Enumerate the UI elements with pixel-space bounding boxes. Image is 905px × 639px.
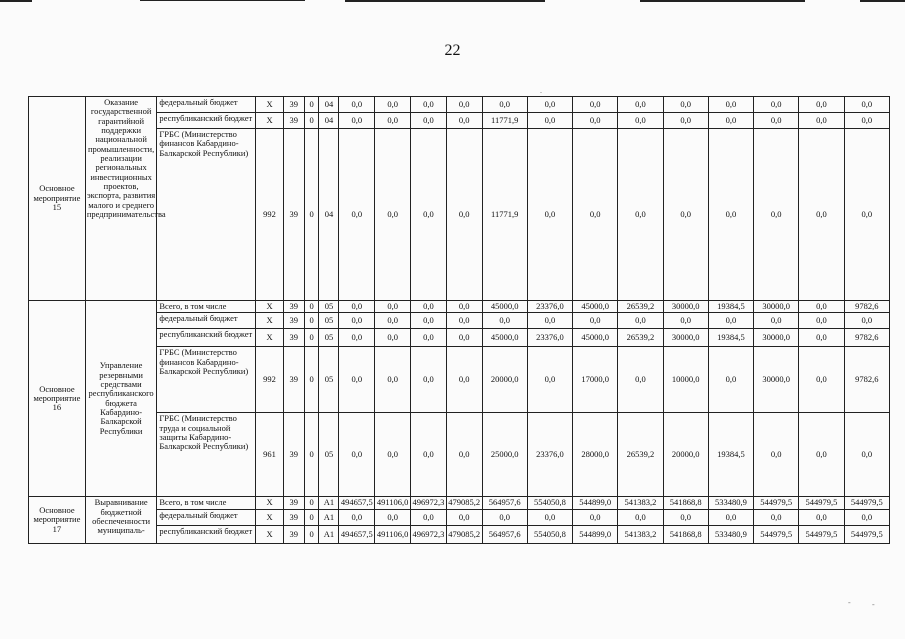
value-cell: 0,0 — [446, 97, 482, 113]
value-cell: 0,0 — [754, 413, 799, 497]
value-cell: 494657,5 — [339, 525, 375, 543]
funding-source-cell: Всего, в том числе — [157, 497, 256, 509]
value-cell: 544979,5 — [754, 525, 799, 543]
value-cell: 564957,6 — [482, 497, 527, 509]
value-cell: 30000,0 — [663, 329, 708, 347]
table-row — [29, 413, 890, 497]
value-cell: 19384,5 — [708, 413, 753, 497]
value-cell: 0,0 — [754, 113, 799, 129]
value-cell: 0,0 — [375, 301, 411, 313]
value-cell: 0,0 — [754, 129, 799, 301]
value-cell: 0,0 — [754, 97, 799, 113]
value-cell: 39 — [283, 113, 304, 129]
scan-mark: . — [540, 86, 542, 95]
funding-source-cell: ГРБС (Министерство финансов Кабардино-Балкарской Республики) — [157, 129, 256, 301]
value-cell: 0,0 — [375, 347, 411, 413]
funding-source-cell: ГРБС (Министерство финансов Кабардино-Балкарской Республики) — [157, 347, 256, 413]
value-cell: 0,0 — [799, 509, 844, 525]
value-cell: 496972,3 — [411, 525, 447, 543]
value-cell: 0,0 — [446, 113, 482, 129]
value-cell: 0 — [304, 329, 319, 347]
value-cell: 39 — [283, 497, 304, 509]
value-cell: 0,0 — [618, 113, 663, 129]
top-rule — [140, 0, 305, 1]
value-cell: 0 — [304, 301, 319, 313]
value-cell: 0,0 — [799, 413, 844, 497]
value-cell: 0,0 — [527, 113, 572, 129]
value-cell: 0,0 — [446, 129, 482, 301]
value-cell: 30000,0 — [663, 301, 708, 313]
value-cell: A1 — [319, 525, 339, 543]
event-name-cell: Выравнивание бюджетной обеспеченности муниципаль- — [85, 497, 157, 543]
value-cell: 0,0 — [799, 329, 844, 347]
value-cell: 26539,2 — [618, 413, 663, 497]
value-cell: 05 — [319, 313, 339, 329]
value-cell: 0,0 — [708, 347, 753, 413]
value-cell: 544899,0 — [573, 525, 618, 543]
value-cell: 0,0 — [375, 509, 411, 525]
value-cell: 45000,0 — [573, 329, 618, 347]
value-cell: 0 — [304, 129, 319, 301]
value-cell: X — [256, 113, 283, 129]
value-cell: 0,0 — [527, 129, 572, 301]
value-cell: 0,0 — [339, 97, 375, 113]
table-row — [29, 347, 890, 413]
value-cell: 0,0 — [339, 129, 375, 301]
value-cell: 544979,5 — [844, 525, 889, 543]
table-row — [29, 329, 890, 347]
value-cell: 0,0 — [799, 313, 844, 329]
value-cell: 0,0 — [339, 313, 375, 329]
value-cell: X — [256, 301, 283, 313]
scan-mark: - — [872, 600, 875, 609]
value-cell: 0,0 — [411, 329, 447, 347]
funding-source-cell: федеральный бюджет — [157, 97, 256, 113]
funding-source-cell: республиканский бюджет — [157, 329, 256, 347]
value-cell: 0,0 — [482, 313, 527, 329]
value-cell: 23376,0 — [527, 413, 572, 497]
value-cell: 0,0 — [446, 509, 482, 525]
event-cell: Основное мероприятие 17 — [29, 497, 86, 543]
value-cell: X — [256, 97, 283, 113]
value-cell: X — [256, 329, 283, 347]
value-cell: X — [256, 497, 283, 509]
value-cell: 0,0 — [663, 113, 708, 129]
value-cell: 0,0 — [375, 313, 411, 329]
value-cell: 544899,0 — [573, 497, 618, 509]
value-cell: 0,0 — [618, 509, 663, 525]
value-cell: 0,0 — [573, 113, 618, 129]
value-cell: 0,0 — [375, 129, 411, 301]
value-cell: X — [256, 313, 283, 329]
value-cell: 25000,0 — [482, 413, 527, 497]
value-cell: 0,0 — [844, 413, 889, 497]
funding-source-cell: федеральный бюджет — [157, 313, 256, 329]
value-cell: 9782,6 — [844, 301, 889, 313]
value-cell: 26539,2 — [618, 329, 663, 347]
value-cell: 20000,0 — [663, 413, 708, 497]
value-cell: 0,0 — [844, 97, 889, 113]
value-cell: 26539,2 — [618, 301, 663, 313]
value-cell: 0,0 — [446, 301, 482, 313]
value-cell: 39 — [283, 97, 304, 113]
value-cell: 0,0 — [618, 313, 663, 329]
value-cell: 0,0 — [754, 313, 799, 329]
value-cell: 544979,5 — [799, 525, 844, 543]
value-cell: 0,0 — [482, 97, 527, 113]
value-cell: 0,0 — [663, 129, 708, 301]
value-cell: 28000,0 — [573, 413, 618, 497]
value-cell: 11771,9 — [482, 113, 527, 129]
value-cell: 0 — [304, 97, 319, 113]
value-cell: 30000,0 — [754, 329, 799, 347]
value-cell: 0,0 — [339, 413, 375, 497]
value-cell: 0 — [304, 525, 319, 543]
table-row — [29, 113, 890, 129]
table-row — [29, 313, 890, 329]
value-cell: 39 — [283, 329, 304, 347]
value-cell: 04 — [319, 129, 339, 301]
value-cell: 10000,0 — [663, 347, 708, 413]
value-cell: 39 — [283, 347, 304, 413]
value-cell: 45000,0 — [573, 301, 618, 313]
event-name-cell: Оказание государственной гарантийной поддержки национальной промышленности, реализации региональных инвестиционных проектов, экспорта, развития малого и среднего предпринимательства — [85, 97, 157, 301]
value-cell: 0,0 — [799, 301, 844, 313]
value-cell: 20000,0 — [482, 347, 527, 413]
page-number: 22 — [444, 42, 461, 59]
value-cell: 0,0 — [844, 313, 889, 329]
table-row — [29, 525, 890, 543]
value-cell: 0 — [304, 497, 319, 509]
value-cell: 544979,5 — [754, 497, 799, 509]
value-cell: 0,0 — [411, 97, 447, 113]
value-cell: 23376,0 — [527, 301, 572, 313]
value-cell: 0,0 — [754, 509, 799, 525]
table-row — [29, 509, 890, 525]
value-cell: 39 — [283, 509, 304, 525]
value-cell: 0,0 — [446, 347, 482, 413]
value-cell: 564957,6 — [482, 525, 527, 543]
value-cell: 19384,5 — [708, 301, 753, 313]
value-cell: 0,0 — [339, 301, 375, 313]
value-cell: 0,0 — [618, 347, 663, 413]
value-cell: 0,0 — [799, 129, 844, 301]
table-row — [29, 301, 890, 313]
value-cell: 0,0 — [527, 97, 572, 113]
budget-table — [28, 96, 890, 544]
value-cell: 39 — [283, 301, 304, 313]
value-cell: 541868,8 — [663, 497, 708, 509]
value-cell: 0,0 — [411, 129, 447, 301]
value-cell: 494657,5 — [340, 497, 373, 508]
value-cell: 0,0 — [799, 97, 844, 113]
value-cell: 05 — [319, 301, 339, 313]
value-cell: 0,0 — [618, 97, 663, 113]
value-cell: 0,0 — [375, 329, 411, 347]
funding-source-cell: ГРБС (Министерство труда и социальной защиты Кабардино-Балкарской Республики) — [157, 413, 256, 497]
event-name-cell: Управление резервными средствами республиканского бюджета Кабардино-Балкарской Республики — [85, 301, 157, 497]
value-cell: 0,0 — [708, 313, 753, 329]
value-cell: 04 — [319, 113, 339, 129]
value-cell: 0,0 — [339, 113, 375, 129]
value-cell: 0 — [304, 313, 319, 329]
value-cell: 0,0 — [799, 113, 844, 129]
value-cell: 30000,0 — [754, 301, 799, 313]
value-cell: 0,0 — [663, 509, 708, 525]
top-rule — [0, 0, 32, 2]
value-cell: 0,0 — [663, 97, 708, 113]
value-cell: 9782,6 — [844, 347, 889, 413]
value-cell: 0,0 — [527, 313, 572, 329]
value-cell: 544979,5 — [844, 497, 889, 509]
value-cell: 0,0 — [375, 97, 411, 113]
value-cell: 0 — [304, 347, 319, 413]
value-cell: 23376,0 — [527, 329, 572, 347]
value-cell: 11771,9 — [482, 129, 527, 301]
value-cell: 0,0 — [844, 113, 889, 129]
value-cell: 544979,5 — [799, 497, 844, 509]
value-cell: 0,0 — [844, 129, 889, 301]
scan-mark: - — [848, 598, 851, 607]
value-cell: 541383,2 — [618, 497, 663, 509]
value-cell: 496972,3 — [412, 497, 445, 508]
value-cell: 0,0 — [339, 509, 375, 525]
funding-source-cell: республиканский бюджет — [157, 525, 256, 543]
value-cell: 9782,6 — [844, 329, 889, 347]
value-cell: 0,0 — [844, 509, 889, 525]
value-cell: 0,0 — [411, 301, 447, 313]
value-cell: 0,0 — [339, 347, 375, 413]
value-cell: 0,0 — [799, 347, 844, 413]
value-cell: 0,0 — [482, 509, 527, 525]
value-cell: 05 — [319, 329, 339, 347]
value-cell: 0,0 — [708, 129, 753, 301]
funding-source-cell: республиканский бюджет — [157, 113, 256, 129]
value-cell: 0,0 — [446, 313, 482, 329]
value-cell: 30000,0 — [754, 347, 799, 413]
value-cell: 04 — [319, 97, 339, 113]
value-cell: 992 — [256, 129, 283, 301]
value-cell: 0,0 — [339, 329, 375, 347]
value-cell: 0,0 — [375, 113, 411, 129]
value-cell: 0,0 — [411, 509, 447, 525]
value-cell: 0,0 — [527, 509, 572, 525]
value-cell: 19384,5 — [708, 329, 753, 347]
top-rule — [640, 0, 805, 2]
value-cell: 0,0 — [573, 509, 618, 525]
value-cell: 554050,8 — [527, 497, 572, 509]
value-cell: 491106,0 — [375, 525, 411, 543]
value-cell: 479085,2 — [446, 525, 482, 543]
top-rule — [860, 0, 905, 2]
value-cell: 0,0 — [446, 329, 482, 347]
value-cell: A1 — [319, 497, 339, 509]
value-cell: 0,0 — [573, 313, 618, 329]
value-cell: X — [256, 509, 283, 525]
value-cell: 0,0 — [375, 413, 411, 497]
table-row — [29, 97, 890, 113]
value-cell: X — [256, 525, 283, 543]
value-cell: 05 — [319, 413, 339, 497]
value-cell: 0 — [304, 509, 319, 525]
value-cell: 554050,8 — [527, 525, 572, 543]
value-cell: A1 — [319, 509, 339, 525]
value-cell: 0,0 — [573, 97, 618, 113]
value-cell: 39 — [283, 129, 304, 301]
top-rule — [345, 0, 545, 2]
value-cell: 39 — [283, 525, 304, 543]
value-cell: 541868,8 — [663, 525, 708, 543]
value-cell: 0,0 — [411, 113, 447, 129]
value-cell: 0,0 — [411, 347, 447, 413]
value-cell: 533480,9 — [708, 525, 753, 543]
value-cell: 45000,0 — [482, 329, 527, 347]
value-cell: 0,0 — [446, 413, 482, 497]
value-cell: 0,0 — [618, 129, 663, 301]
value-cell: 0,0 — [411, 313, 447, 329]
value-cell: 0,0 — [663, 313, 708, 329]
value-cell: 992 — [256, 347, 283, 413]
value-cell: 479085,2 — [448, 497, 481, 508]
funding-source-cell: федеральный бюджет — [157, 509, 256, 525]
table-row — [29, 497, 890, 509]
value-cell: 0,0 — [708, 509, 753, 525]
value-cell: 39 — [283, 313, 304, 329]
event-cell: Основное мероприятие 16 — [29, 301, 86, 497]
funding-source-cell: Всего, в том числе — [157, 301, 256, 313]
value-cell: 541383,2 — [618, 525, 663, 543]
value-cell: 533480,9 — [708, 497, 753, 509]
value-cell: 17000,0 — [573, 347, 618, 413]
value-cell: 39 — [283, 413, 304, 497]
value-cell: 0,0 — [708, 97, 753, 113]
value-cell: 0,0 — [573, 129, 618, 301]
value-cell: 491106,0 — [375, 497, 411, 509]
value-cell: 0,0 — [527, 347, 572, 413]
value-cell: 0,0 — [411, 413, 447, 497]
event-cell: Основное мероприятие 15 — [29, 97, 86, 301]
value-cell: 45000,0 — [482, 301, 527, 313]
value-cell: 961 — [256, 413, 283, 497]
value-cell: 0 — [304, 113, 319, 129]
value-cell: 0 — [304, 413, 319, 497]
value-cell: 0,0 — [708, 113, 753, 129]
value-cell: 05 — [319, 347, 339, 413]
